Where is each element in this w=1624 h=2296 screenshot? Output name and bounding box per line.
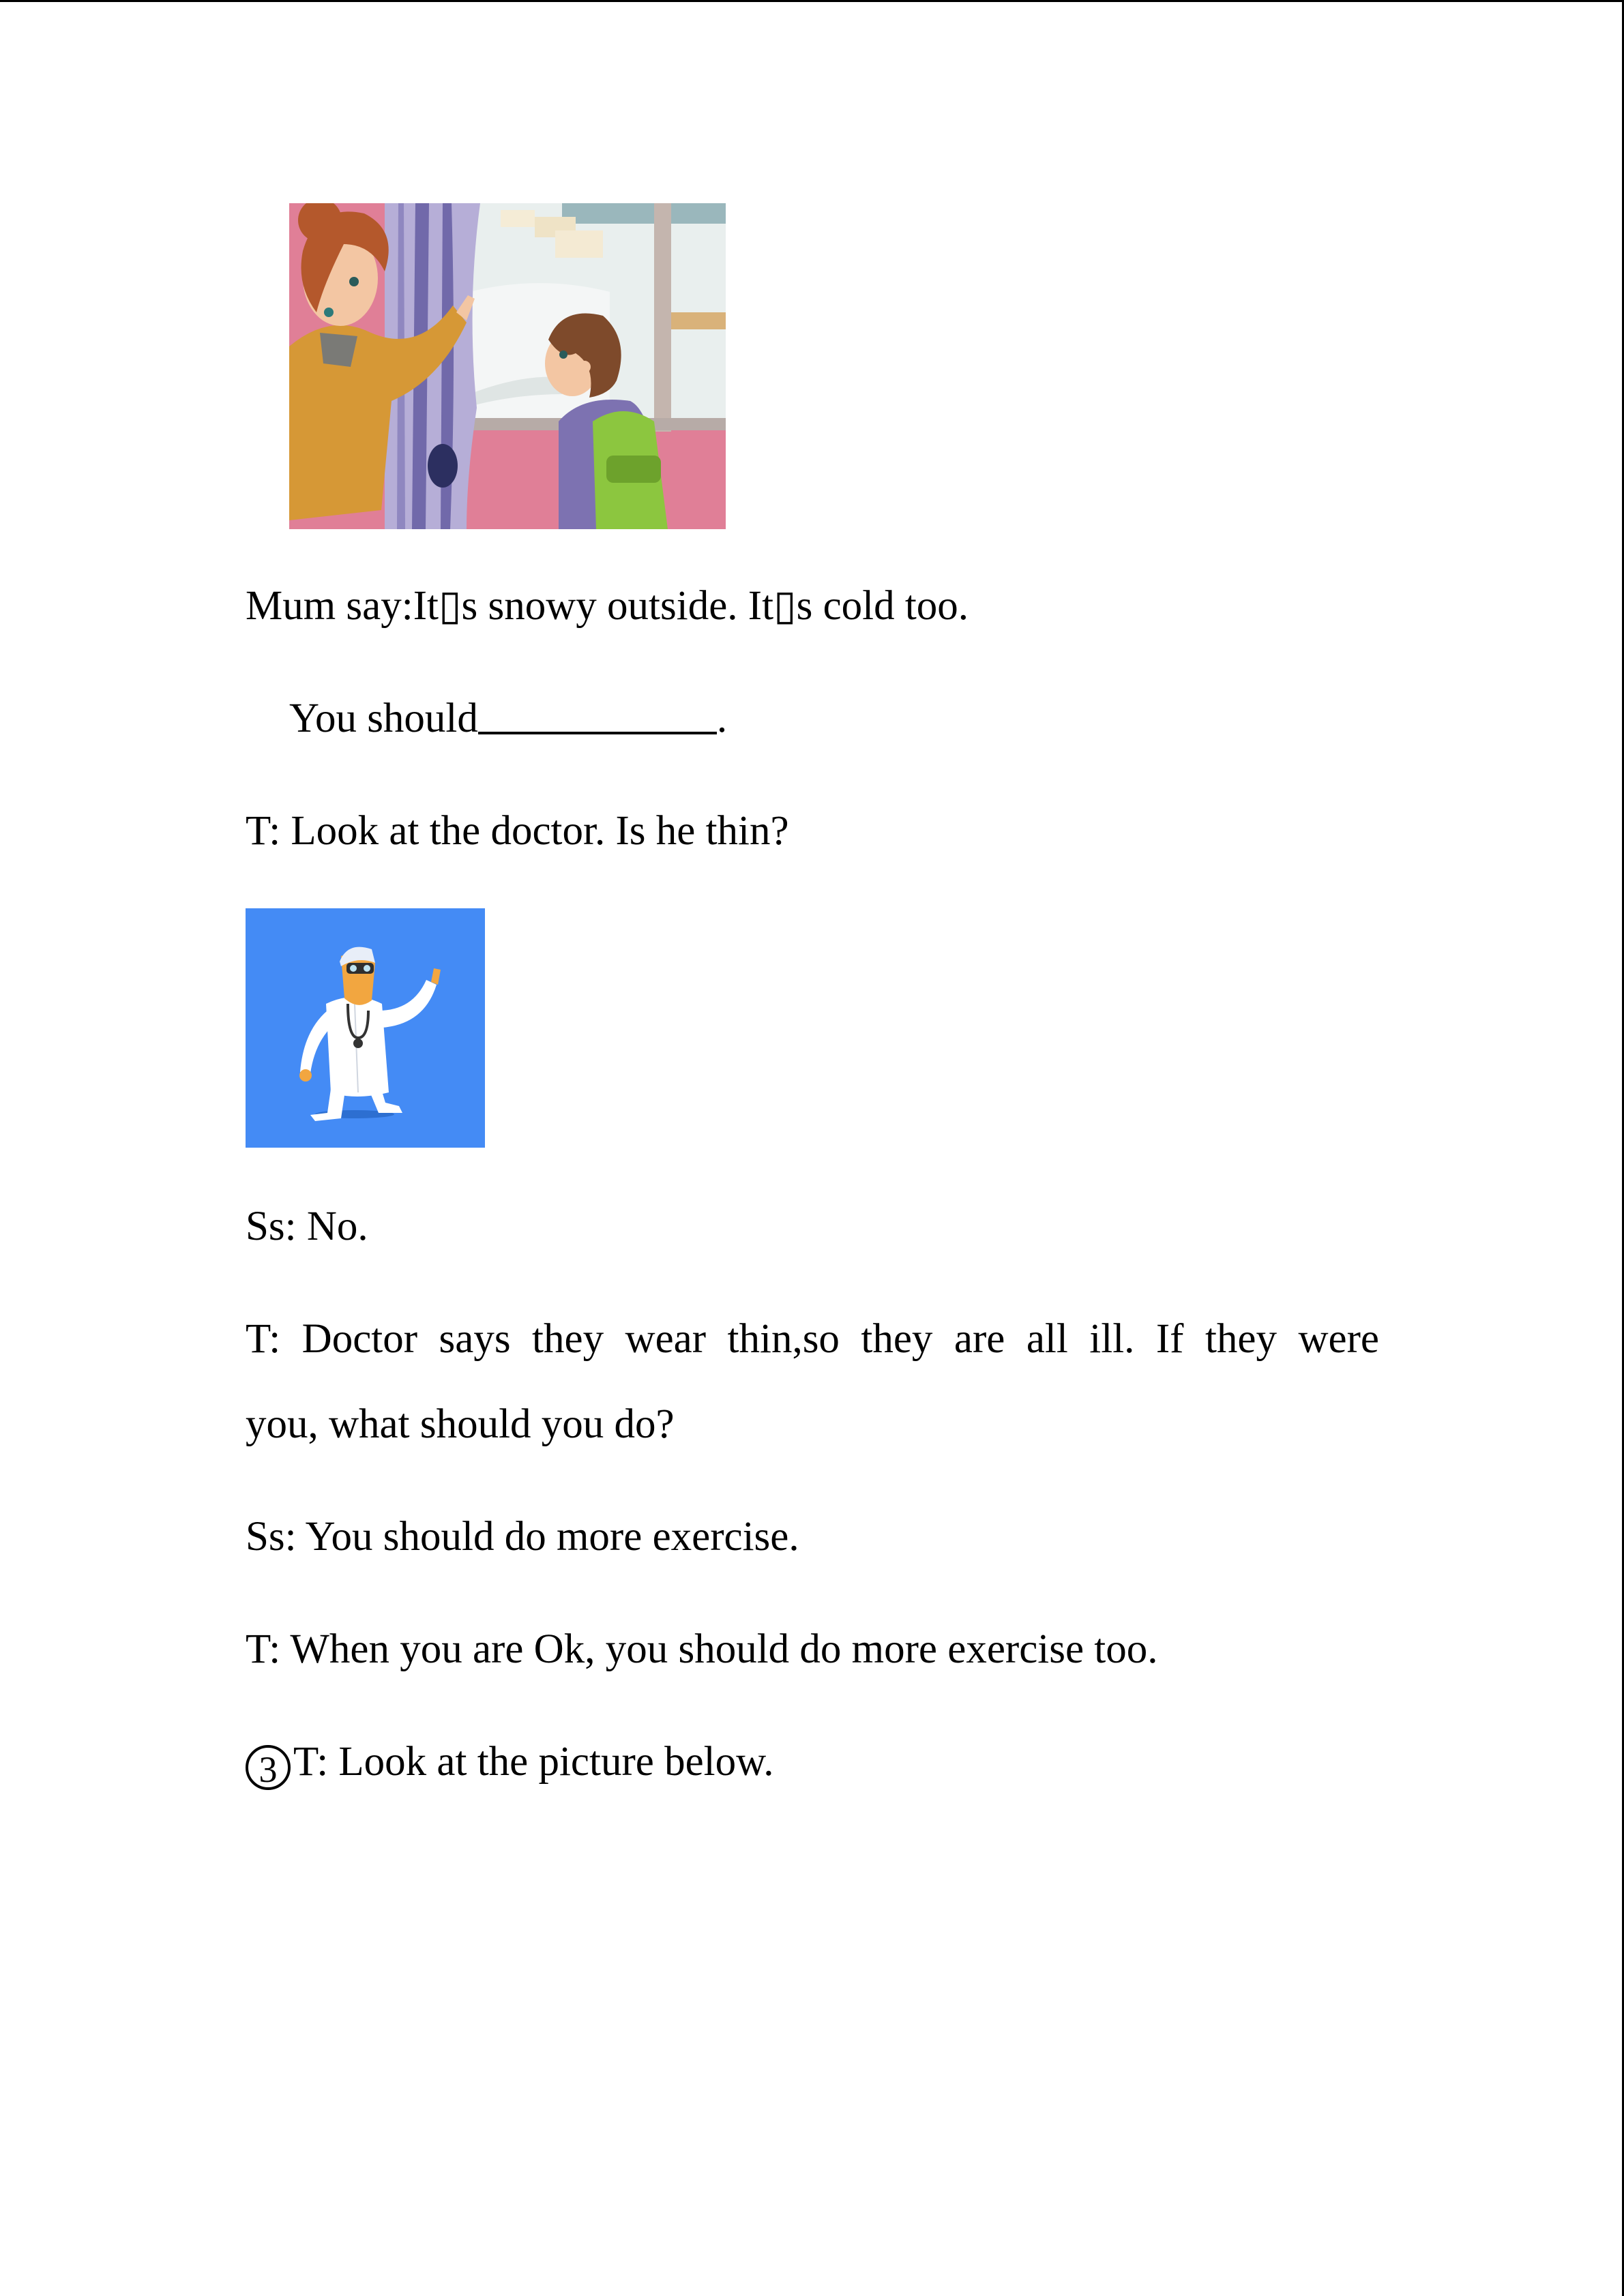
ss-no-text: Ss: No.: [246, 1204, 368, 1249]
t-look-doctor-line: [246, 808, 789, 854]
t-when-ok-line: [246, 1626, 1158, 1672]
page-border-top: [0, 0, 1624, 2]
circled-number: 3: [246, 1745, 291, 1790]
mum-say-text: Mum say:It▯s snowy outside. It▯s cold too.: [246, 583, 969, 629]
mum-say-line: [246, 583, 969, 629]
t-doctor-says-line-1: [246, 1316, 1379, 1362]
doctor-illustration: [246, 908, 485, 1148]
t-look-doctor-text: T: Look at the doctor. Is he thin?: [246, 808, 789, 854]
ss-exercise-text: Ss: You should do more exercise.: [246, 1514, 799, 1560]
you-should-line: [289, 696, 727, 741]
ss-exercise-line: [246, 1514, 799, 1560]
you-should-text: You should: [289, 696, 478, 741]
t-doctor-says-text-1: T: Doctor says they wear thin,so they are all ill. If they were: [246, 1316, 1379, 1362]
t-doctor-says-text-2: you, what should you do?: [246, 1401, 675, 1447]
ss-no-line: [246, 1204, 368, 1249]
t-look-picture-line: [246, 1739, 773, 1790]
t-when-ok-text: T: When you are Ok, you should do more exercise too.: [246, 1626, 1158, 1672]
t-look-picture-text: T: Look at the picture below.: [293, 1739, 774, 1785]
mum-and-boy-window-illustration: [289, 203, 726, 529]
t-doctor-says-line-2: [246, 1401, 675, 1447]
you-should-period: .: [716, 696, 728, 741]
fill-in-blank: [478, 696, 717, 734]
